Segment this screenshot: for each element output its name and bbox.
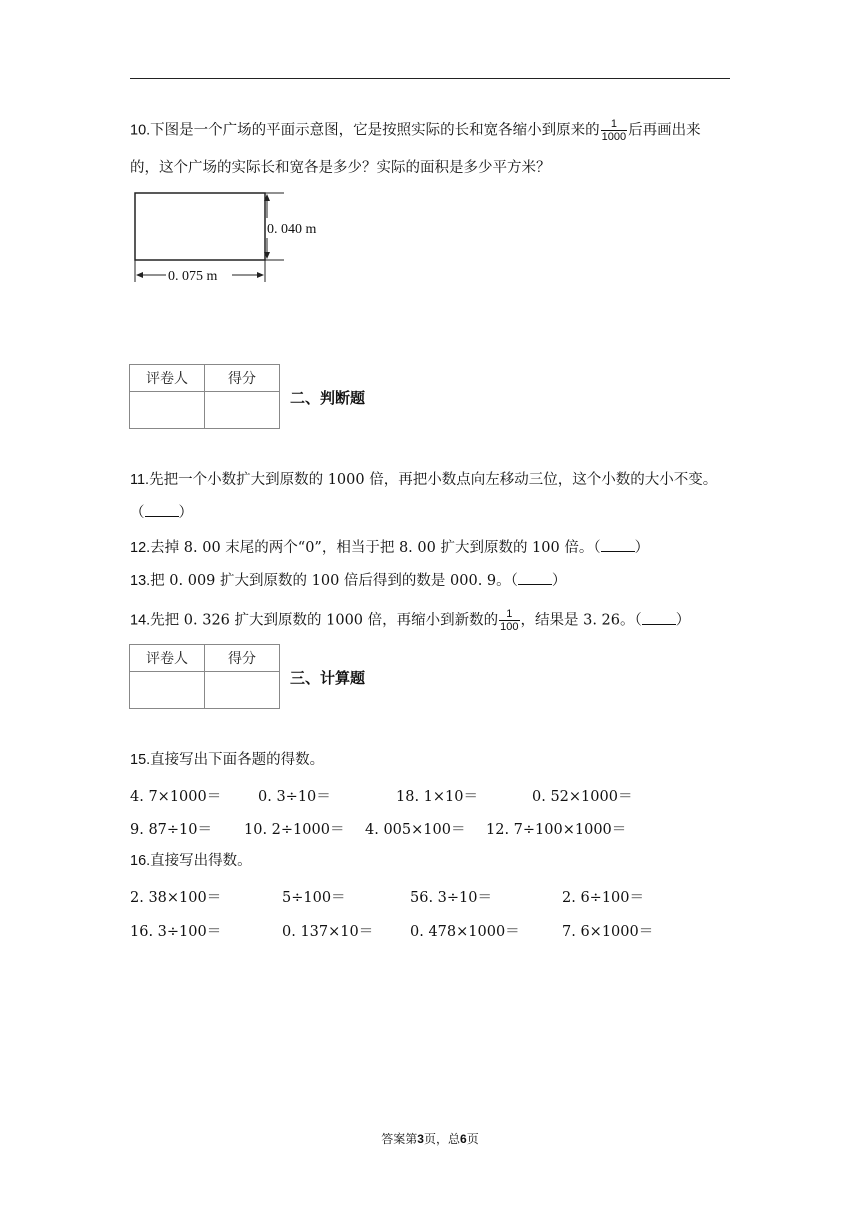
section-title: 三、计算题	[290, 669, 366, 687]
score-header: 得分	[205, 365, 280, 392]
plaza-rectangle	[135, 193, 265, 260]
question-12: 12.去掉 8. 00 末尾的两个“0”，相当于把 8. 00 扩大到原数的 100 倍。（ ）	[130, 540, 650, 556]
question-10-line1	[130, 118, 701, 143]
question-number: 15.	[130, 752, 151, 768]
calc-item: 7. 6×1000＝	[562, 924, 654, 940]
calc-item: 5÷100＝	[282, 890, 346, 906]
calc-item: 0. 137×10＝	[282, 924, 374, 940]
height-label: 0. 040 m	[267, 222, 317, 237]
page-footer: 答案第3页，总6页	[381, 1132, 479, 1146]
header-rule	[130, 78, 730, 79]
question-number: 10.	[130, 122, 151, 139]
answer-blank[interactable]	[145, 504, 179, 517]
width-label: 0. 075 m	[168, 269, 218, 284]
fraction: $\frac{1}{1000}$	[601, 118, 627, 143]
grader-cell[interactable]	[130, 672, 205, 709]
question-number: 16.	[130, 853, 151, 869]
question-number: 11.	[130, 472, 150, 488]
question-text: 先把一个小数扩大到原数的 1000 倍，再把小数点向左移动三位，这个小数的大小不变。	[149, 472, 718, 488]
score-table	[129, 644, 280, 709]
calc-item: 18. 1×10＝	[396, 789, 478, 805]
answer-blank[interactable]	[642, 612, 676, 625]
question-text: 直接写出得数。	[150, 853, 252, 869]
question-13: 13.把 0. 009 扩大到原数的 100 倍后得到的数是 000. 9。（ ）	[130, 573, 567, 589]
question-15	[130, 750, 324, 770]
calc-item: 4. 005×100＝	[365, 822, 466, 838]
calc-item: 2. 6÷100＝	[562, 890, 644, 906]
question-text: 下图是一个广场的平面示意图，它是按照实际的长和宽各缩小到原来的	[150, 122, 600, 139]
answer-blank[interactable]	[601, 539, 635, 552]
question-text: 去掉 8. 00 末尾的两个“0”，相当于把 8. 00 扩大到原数的 100 倍。（	[150, 540, 601, 556]
question-11-answer: （ ）	[130, 505, 193, 521]
question-text: 后再画出来	[628, 122, 701, 139]
question-11	[130, 470, 717, 490]
question-number: 14.	[130, 612, 151, 629]
calc-item: 4. 7×1000＝	[130, 789, 222, 805]
score-cell[interactable]	[205, 392, 280, 429]
question-text: 先把 0. 326 扩大到原数的 1000 倍，再缩小到新数的	[150, 612, 499, 629]
score-cell[interactable]	[205, 672, 280, 709]
arrowhead	[136, 272, 143, 278]
calc-item: 16. 3÷100＝	[130, 924, 222, 940]
calc-item: 12. 7÷100×1000＝	[486, 822, 627, 838]
square-diagram	[128, 188, 338, 288]
grader-cell[interactable]	[130, 392, 205, 429]
question-16	[130, 851, 252, 871]
score-table	[129, 364, 280, 429]
question-text: 把 0. 009 扩大到原数的 100 倍后得到的数是 000. 9。（	[150, 573, 518, 589]
question-10-line2: 的，这个广场的实际长和宽各是多少？实际的面积是多少平方米？	[130, 160, 551, 176]
score-header: 得分	[205, 645, 280, 672]
grader-header: 评卷人	[130, 645, 205, 672]
answer-blank[interactable]	[518, 572, 552, 585]
total-pages: 6	[460, 1132, 467, 1146]
section-title: 二、判断题	[290, 389, 366, 407]
calc-item: 56. 3÷10＝	[410, 890, 492, 906]
calc-item: 0. 3÷10＝	[258, 789, 331, 805]
calc-item: 2. 38×100＝	[130, 890, 222, 906]
current-page: 3	[417, 1132, 424, 1146]
grader-header: 评卷人	[130, 365, 205, 392]
calc-item: 0. 478×1000＝	[410, 924, 520, 940]
question-number: 13.	[130, 573, 151, 589]
calc-item: 0. 52×1000＝	[532, 789, 633, 805]
question-text: 直接写出下面各题的得数。	[150, 752, 325, 768]
arrowhead	[257, 272, 264, 278]
calc-item: 9. 87÷10＝	[130, 822, 212, 838]
question-14: 14.先把 0. 326 扩大到原数的 1000 倍，再缩小到新数的 $\frac{1}{100}$ ，结果是 3. 26。（ ）	[130, 608, 691, 633]
question-number: 12.	[130, 540, 151, 556]
question-text: ，结果是 3. 26。（	[520, 612, 642, 629]
calc-item: 10. 2÷1000＝	[244, 822, 345, 838]
fraction: $\frac{1}{100}$	[500, 608, 519, 633]
